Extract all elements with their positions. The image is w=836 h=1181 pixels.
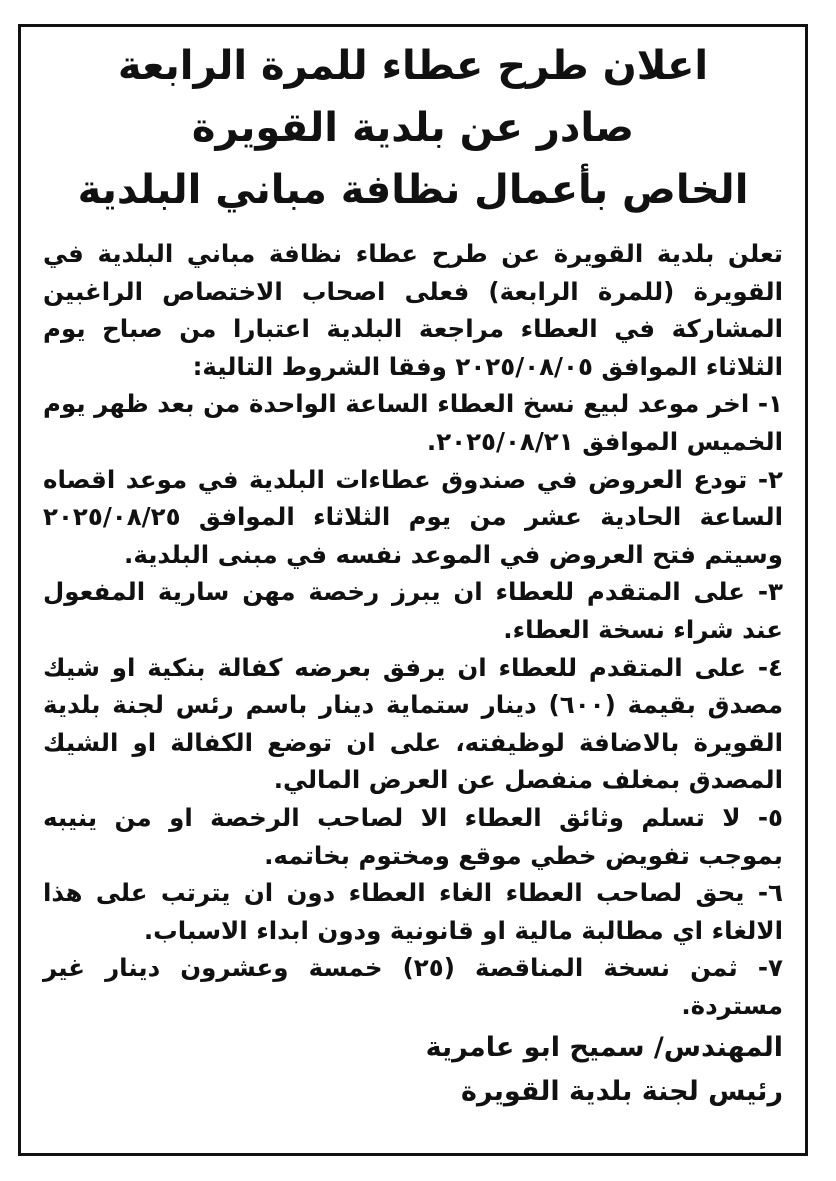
- signature-block: [43, 1026, 783, 1114]
- condition-7: ٧- ثمن نسخة المناقصة (٢٥) خمسة وعشرون دينار غير مستردة.: [43, 953, 783, 1020]
- announcement-frame: [18, 24, 808, 1156]
- headline-line-2: صادر عن بلدية القويرة: [191, 105, 635, 151]
- headline-line-3: الخاص بأعمال نظافة مباني البلدية: [77, 167, 749, 213]
- condition-6: ٦- يحق لصاحب العطاء الغاء العطاء دون ان يترتب على هذا الالغاء اي مطالبة مالية او قانونية ودون ابداء الاسباب.: [43, 878, 783, 945]
- condition-4: ٤- على المتقدم للعطاء ان يرفق بعرضه كفالة بنكية او شيك مصدق بقيمة (٦٠٠) دينار ستماية دينار باسم رئس لجنة بلدية القويرة بالاضافة لوظيفته، على ان توضع الكفالة او الشيك المصدق بمغلف منفصل عن العرض المالي.: [43, 652, 783, 795]
- announcement-body: [43, 235, 783, 1024]
- condition-2: ٢- تودع العروض في صندوق عطاءات البلدية في موعد اقصاه الساعة الحادية عشر من يوم الثلاثاء الموافق ٢٠٢٥/٠٨/٢٥ وسيتم فتح العروض في الموعد نفسه في مبنى البلدية.: [43, 464, 783, 569]
- condition-1: ١- اخر موعد لبيع نسخ العطاء الساعة الواحدة من بعد ظهر يوم الخميس الموافق ٢٠٢٥/٠٨/٢١.: [43, 389, 783, 456]
- signature-role: رئيس لجنة بلدية القويرة: [461, 1076, 783, 1108]
- condition-5: ٥- لا تسلم وثائق العطاء الا لصاحب الرخصة او من ينيبه بموجب تفويض خطي موقع ومختوم بخاتمه.: [43, 802, 783, 870]
- signature-name: المهندس/ سميح ابو عامرية: [425, 1032, 783, 1064]
- announcement-headline: [43, 35, 783, 221]
- condition-3: ٣- على المتقدم للعطاء ان يبرز رخصة مهن سارية المفعول عند شراء نسخة العطاء.: [43, 577, 783, 644]
- headline-line-1: اعلان طرح عطاء للمرة الرابعة: [117, 43, 709, 89]
- intro-paragraph: تعلن بلدية القويرة عن طرح عطاء نظافة مباني البلدية في القويرة (للمرة الرابعة) فعلى اصحاب الاختصاص الراغبين المشاركة في العطاء مراجعة البلدية اعتبارا من صباح يوم الثلاثاء الموافق ٢٠٢٥/٠٨/٠٥ وفقا الشروط التالية:: [43, 239, 783, 381]
